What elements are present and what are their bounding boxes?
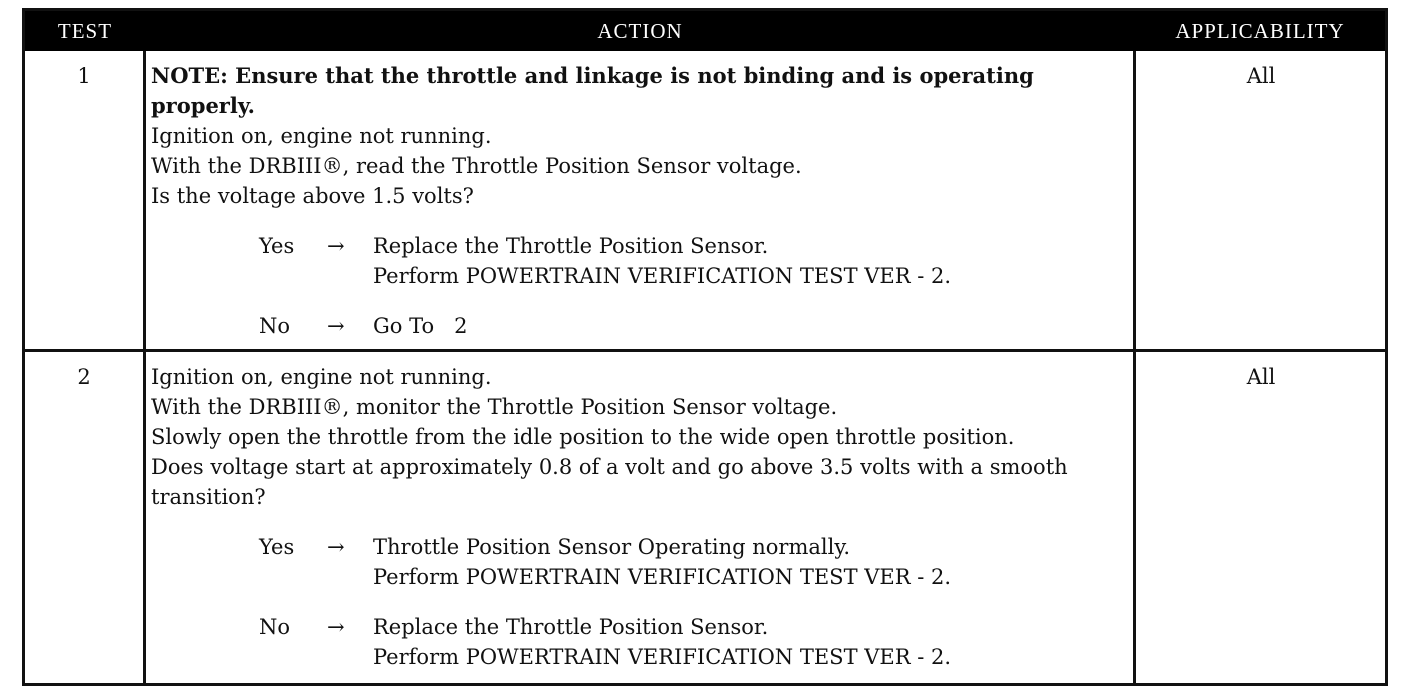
note-line: properly. <box>151 93 255 118</box>
instruction-line: With the DRBIII®, monitor the Throttle Position Sensor voltage. <box>151 395 838 419</box>
applicability-1: All <box>1246 64 1276 88</box>
row-divider <box>25 349 1385 352</box>
answer-label: No <box>259 314 291 338</box>
arrow-right-icon: → <box>327 535 345 559</box>
answer-label: Yes <box>259 535 295 559</box>
header-test: TEST <box>57 19 113 43</box>
response-text: Throttle Position Sensor Operating normally. <box>373 535 851 559</box>
table-header <box>25 11 1385 51</box>
arrow-right-icon: → <box>327 234 345 258</box>
instruction-line: Is the voltage above 1.5 volts? <box>151 184 474 208</box>
arrow-right-icon: → <box>327 314 345 338</box>
column-divider <box>143 51 146 683</box>
instruction-line: Ignition on, engine not running. <box>151 365 492 389</box>
instruction-line: transition? <box>151 485 266 509</box>
response-text: Perform POWERTRAIN VERIFICATION TEST VER - 2. <box>373 645 952 669</box>
applicability-2: All <box>1246 365 1276 389</box>
test-number-1: 1 <box>77 64 91 88</box>
note-line: NOTE: Ensure that the throttle and linkage is not binding and is operating <box>151 63 1034 88</box>
instruction-line: Ignition on, engine not running. <box>151 124 492 148</box>
diagnostic-table <box>22 8 1388 686</box>
action-cell-1 <box>151 61 1131 211</box>
answer-label: Yes <box>259 234 295 258</box>
instruction-line: Slowly open the throttle from the idle position to the wide open throttle position. <box>151 425 1015 449</box>
action-cell-2 <box>151 362 1131 512</box>
response-text: Perform POWERTRAIN VERIFICATION TEST VER - 2. <box>373 565 952 589</box>
answer-label: No <box>259 615 291 639</box>
test-number-2: 2 <box>77 365 91 389</box>
response-text: Perform POWERTRAIN VERIFICATION TEST VER - 2. <box>373 264 952 288</box>
response-text: Replace the Throttle Position Sensor. <box>373 234 769 258</box>
response-text: Replace the Throttle Position Sensor. <box>373 615 769 639</box>
arrow-right-icon: → <box>327 615 345 639</box>
response-text: Go To 2 <box>373 314 468 338</box>
instruction-line: Does voltage start at approximately 0.8 of a volt and go above 3.5 volts with a smooth <box>151 455 1068 479</box>
header-applicability: APPLICABILITY <box>1175 19 1345 43</box>
instruction-line: With the DRBIII®, read the Throttle Position Sensor voltage. <box>151 154 802 178</box>
header-action: ACTION <box>597 19 683 43</box>
